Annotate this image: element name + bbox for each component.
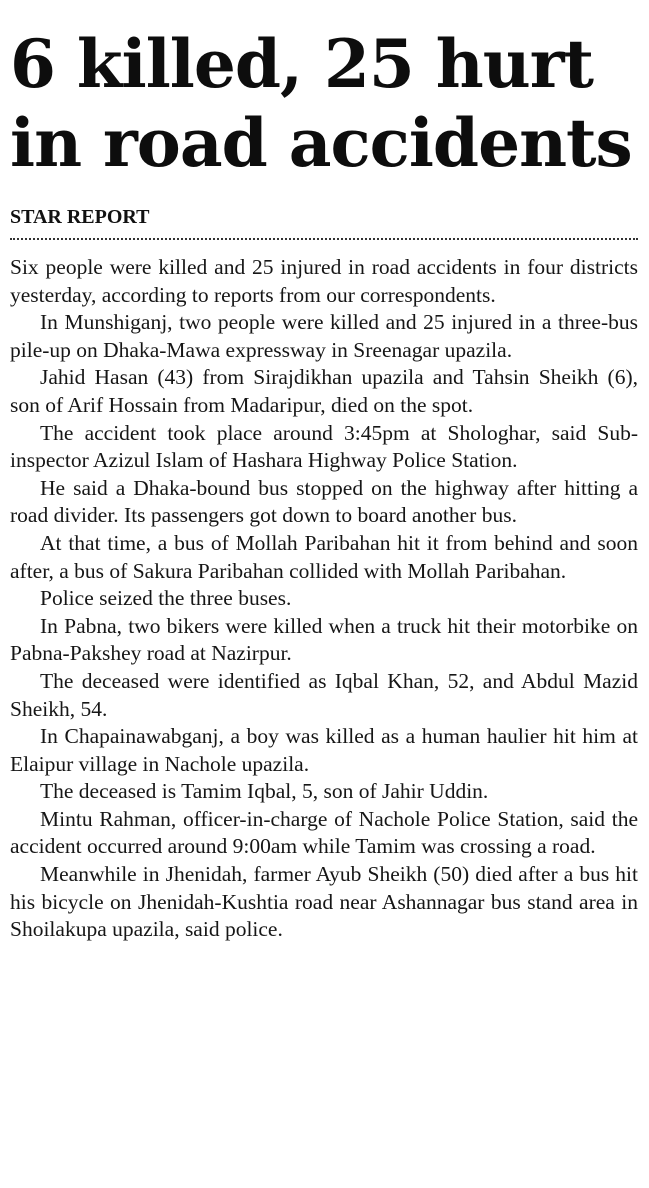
paragraph: In Chapainawabganj, a boy was killed as a human haulier hit him at Elaipur village in Nachole upazila. xyxy=(10,724,638,776)
paragraph: Mintu Rahman, officer-in-charge of Nachole Police Station, said the accident occurred around 9:00am while Tamim was crossing a road. xyxy=(10,806,638,859)
paragraph: Jahid Hasan (43) from Sirajdikhan upazila and Tahsin Sheikh (6), son of Arif Hossain from Madaripur, died on the spot. xyxy=(10,365,638,417)
paragraph: Meanwhile in Jhenidah, farmer Ayub Sheikh (50) died after a bus hit his bicycle on Jhenidah-Kushtia road near Ashannagar bus stand area in Shoilakupa upazila, said police. xyxy=(10,862,638,942)
news-article xyxy=(10,0,638,944)
headline-line-2: in road accidents xyxy=(10,104,632,182)
article-body xyxy=(10,254,638,944)
paragraph: In Pabna, two bikers were killed when a truck hit their motorbike on Pabna-Pakshey road at Nazirpur. xyxy=(10,613,638,666)
paragraph: Police seized the three buses. xyxy=(40,586,292,611)
paragraph: The deceased were identified as Iqbal Khan, 52, and Abdul Mazid Sheikh, 54. xyxy=(10,668,638,721)
byline: STAR REPORT xyxy=(10,205,638,240)
paragraph: In Munshiganj, two people were killed and 25 injured in a three-bus pile-up on Dhaka-Mawa expressway in Sreenagar upazila. xyxy=(10,310,638,362)
paragraph: The deceased is Tamim Iqbal, 5, son of Jahir Uddin. xyxy=(40,779,489,804)
headline xyxy=(10,0,638,183)
paragraph: Six people were killed and 25 injured in road accidents in four districts yesterday, according to reports from our correspondents. xyxy=(10,255,638,307)
paragraph: The accident took place around 3:45pm at Shologhar, said Sub-inspector Azizul Islam of Hashara Highway Police Station. xyxy=(10,420,638,473)
paragraph: At that time, a bus of Mollah Paribahan hit it from behind and soon after, a bus of Sakura Paribahan collided with Mollah Paribahan. xyxy=(10,530,638,583)
headline-line-1: 6 killed, 25 hurt xyxy=(10,25,593,103)
paragraph: He said a Dhaka-bound bus stopped on the highway after hitting a road divider. Its passengers got down to board another bus. xyxy=(10,475,638,528)
